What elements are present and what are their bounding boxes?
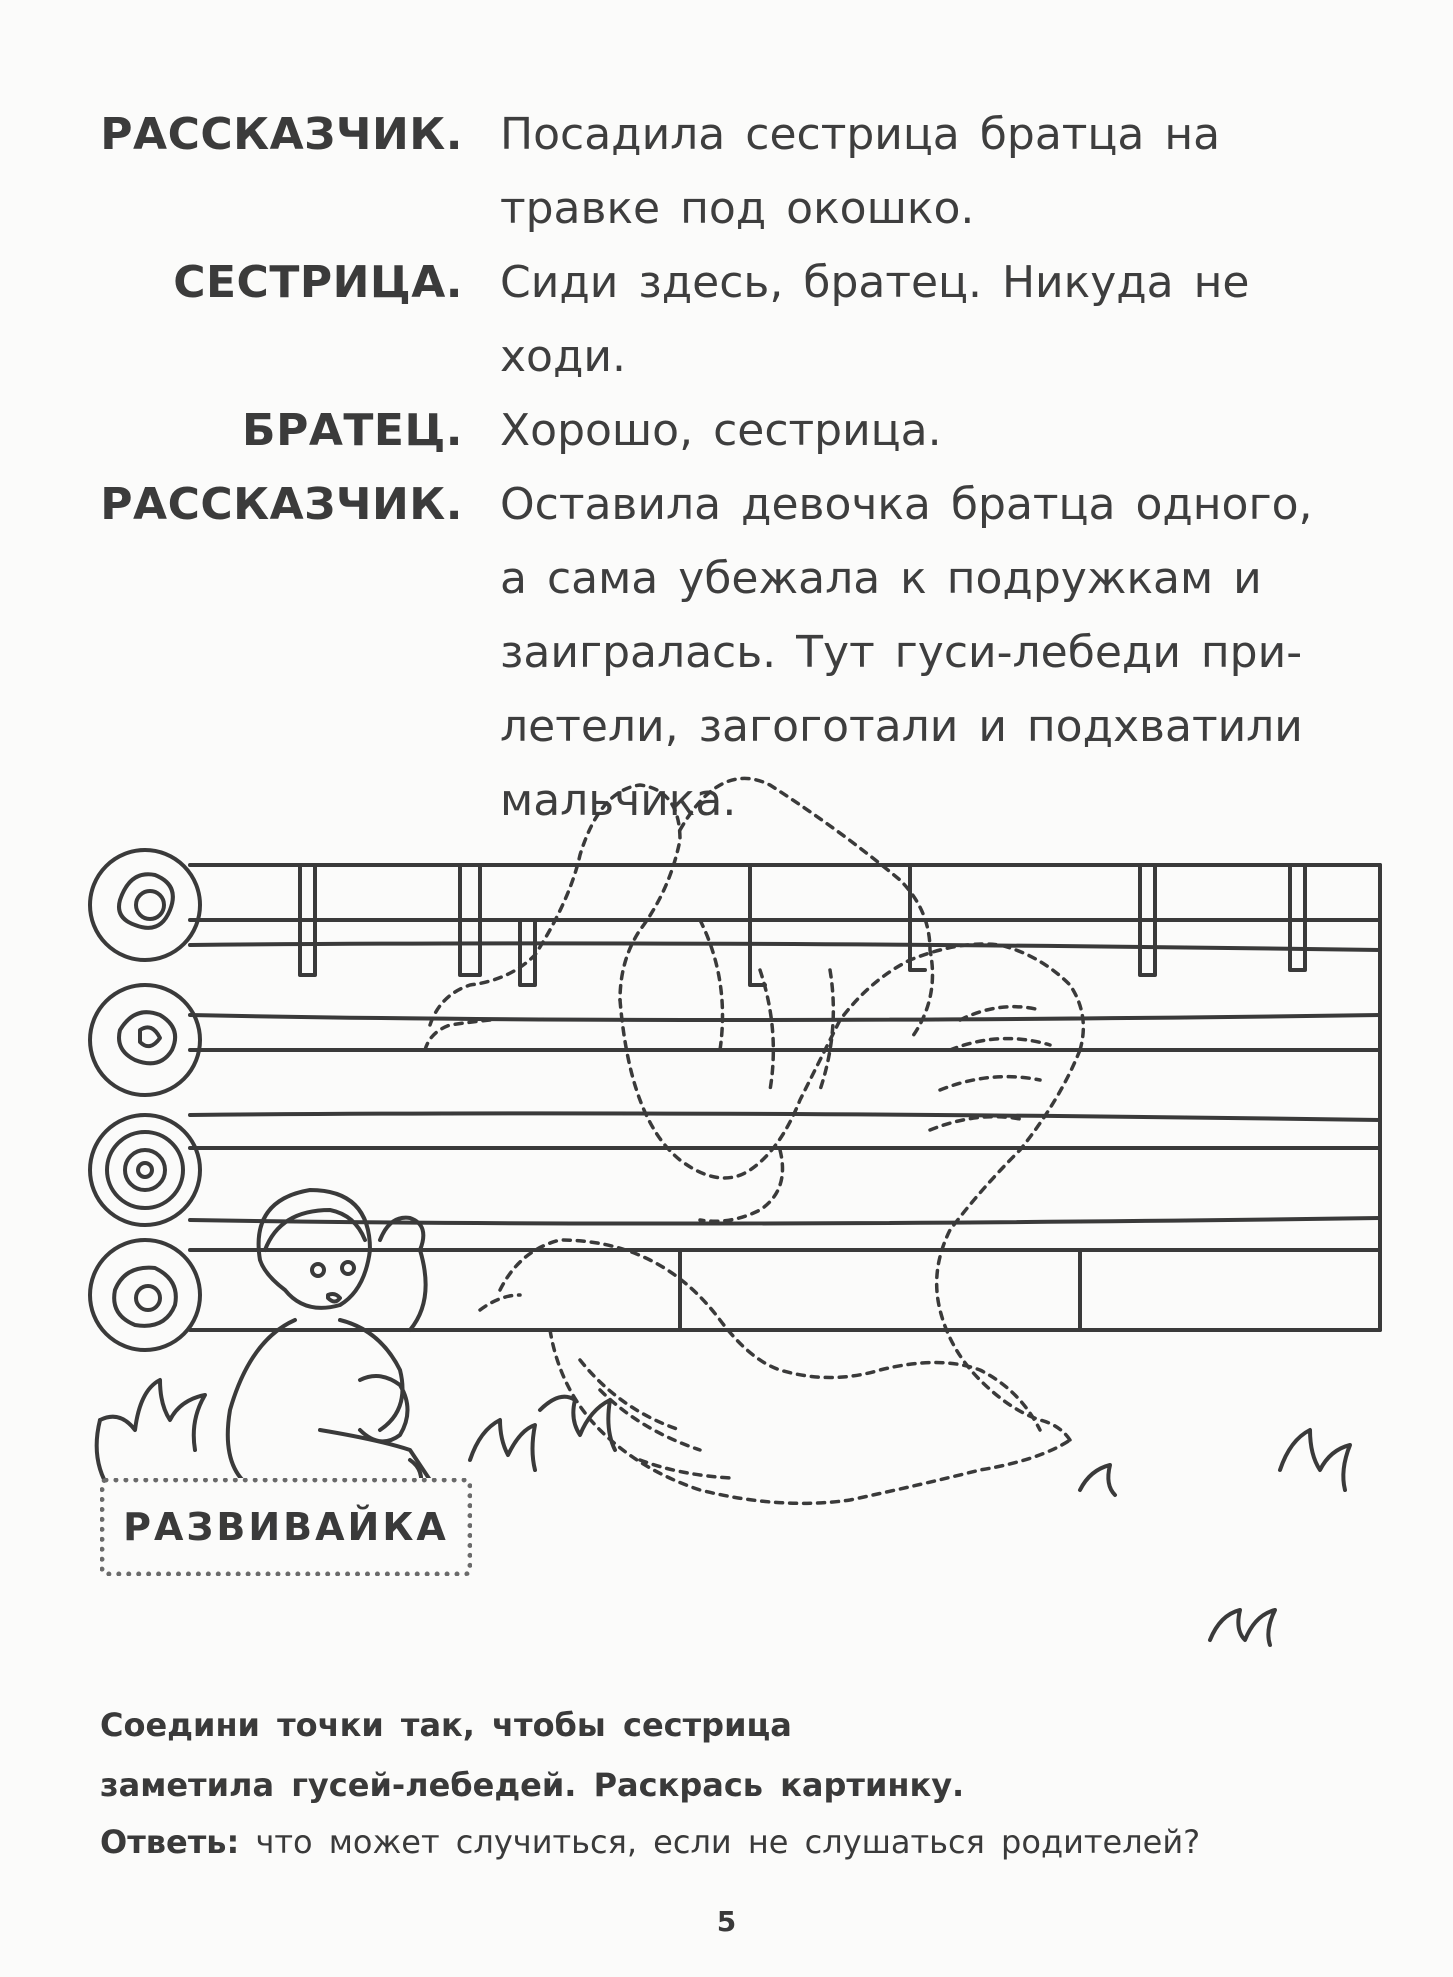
dotted-swans: [425, 778, 1083, 1503]
speech-text: Оставила девочка братца одного,: [500, 479, 1313, 530]
speech-text: Хорошо, сестрица.: [500, 405, 942, 456]
speech-text: летели, загоготали и подхватили: [500, 701, 1303, 752]
dialogue-line: [0, 320, 1453, 394]
answer-label: Ответь:: [100, 1823, 240, 1861]
dialogue-line: [0, 542, 1453, 616]
speech-text: Посадила сестрица братца на: [500, 109, 1221, 160]
speaker-name: БРАТЕЦ.: [242, 405, 463, 456]
activity-title-box: [100, 1478, 472, 1576]
page-number: 5: [716, 1905, 737, 1938]
dialogue-line: [0, 690, 1453, 764]
activity-title: РАЗВИВАЙКА: [123, 1505, 449, 1549]
dialogue-line: [0, 616, 1453, 690]
task-instruction-line1: Соедини точки так, чтобы сестрица: [100, 1706, 792, 1744]
answer-question: [100, 1815, 1400, 1869]
boy-figure: [228, 1190, 433, 1508]
dialogue-line: [0, 98, 1453, 172]
speech-text: а сама убежала к подружкам и: [500, 553, 1262, 604]
speech-text: Сиди здесь, братец. Никуда не: [500, 257, 1250, 308]
dialogue-line: [0, 172, 1453, 246]
dialogue-line: [0, 468, 1453, 542]
speaker-name: РАССКАЗЧИК.: [100, 109, 463, 160]
dialogue: [0, 98, 1453, 838]
dialogue-line: [0, 246, 1453, 320]
task-instruction-line2: заметила гусей-лебедей. Раскрась картинку.: [100, 1766, 965, 1804]
dialogue-line: [0, 394, 1453, 468]
speech-text: ходи.: [500, 331, 626, 382]
speech-text: мальчика.: [500, 775, 737, 826]
speech-text: заигралась. Тут гуси-лебеди при-: [500, 627, 1303, 678]
speaker-name: РАССКАЗЧИК.: [100, 479, 463, 530]
answer-text: что может случиться, если не слушаться родителей?: [239, 1823, 1201, 1861]
speaker-name: СЕСТРИЦА.: [173, 257, 463, 308]
speech-text: травке под окошко.: [500, 183, 975, 234]
log-ends: [90, 850, 200, 1350]
